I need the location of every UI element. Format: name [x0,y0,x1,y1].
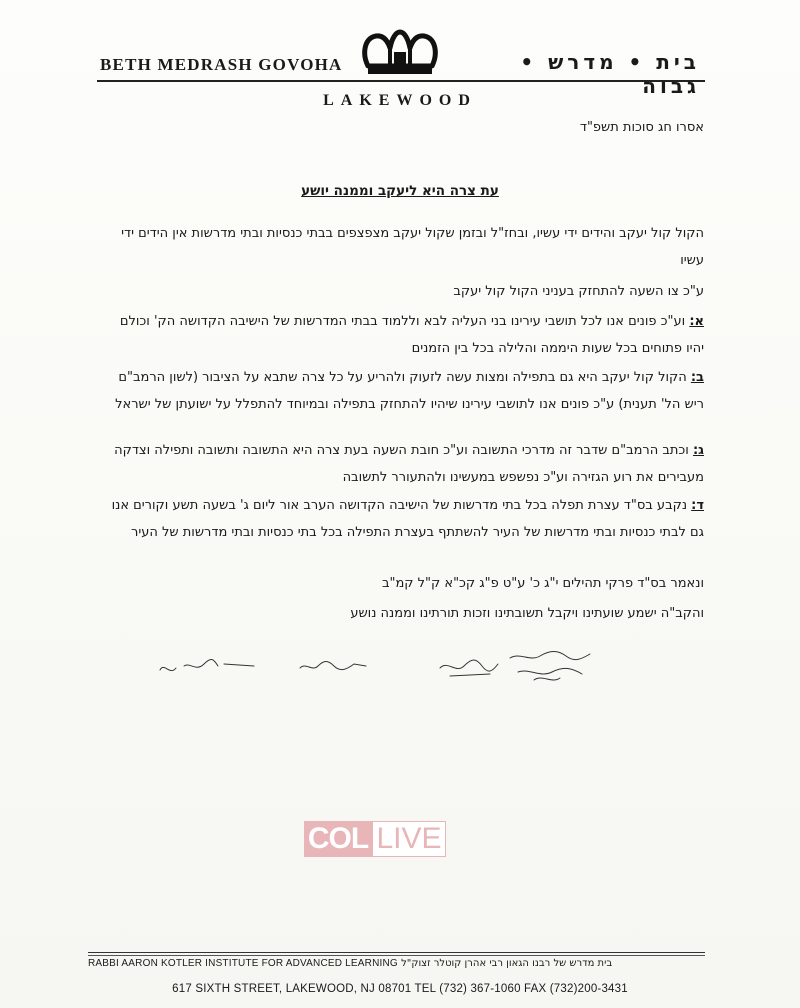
paragraph-closing: והקב"ה ישמע שועתינו ויקבל תשובתינו וזכות תורתינו וממנה נושע [350,606,704,621]
paragraph-a [104,308,704,362]
signature-1 [510,652,590,681]
watermark-live: LIVE [372,821,446,857]
paragraph-intro: הקול קול יעקב והידים ידי עשיו, ובחז"ל ובזמן שקול יעקב מצפצפים בבתי כנסיות ובתי מדרשות אין הידים ידי עשיו [121,226,704,268]
signature-3 [300,662,366,670]
paragraph-g-text: וכתב הרמב"ם שדבר זה מדרכי התשובה וע"כ חובת השעה בעת צרה היא התשובה ותשובה ותפילה וצדקה מעבירים את רוע הגזירה וע"כ נפשפש במעשינו ולהתעורר לתשובה [114,443,704,485]
paragraph-b [104,364,704,418]
paragraph-d [104,492,704,546]
col-live-watermark [304,821,446,857]
paragraph-d-text: נקבע בס"ד עצרת תפלה בכל בתי מדרשות של הישיבה הקדושה הערב אור ליום ג' בשעה תשע וקורים אנו גם לבתי כנסיות ובתי מדרשות של העיר להשתתף בעצרת התפילה בכל בתי כנסיות ובתי מדרשות של העיר [111,498,704,540]
footer-address: 617 SIXTH STREET, LAKEWOOD, NJ 08701 TEL (732) 367-1060 FAX (732)200-3431 [172,983,628,995]
letterhead-rule [97,80,705,82]
institution-name-english: BETH MEDRASH GOVOHA [100,55,343,74]
signatures [150,648,650,698]
footer-rule [88,952,705,953]
letter-date: אסרו חג סוכות תשפ"ד [579,120,704,135]
institution-city: LAKEWOOD [323,92,477,109]
signature-4 [160,660,254,671]
paragraph-a-text: וע"כ פונים אנו לכל תושבי עירינו בני העליה לבא וללמוד בבתי המדרשות של הישיבה הקדושה הק' וכולם יהיו פתוחים בכל שעות היממה והלילה בכל בין הזמנים [119,314,704,356]
paragraph-psalms: ונאמר בס"ד פרקי תהילים י"ג כ' ע"ט פ"ג קכ"א ק"ל קמ"ב [381,576,704,591]
institution-name-hebrew: בית • מדרש • גבוה [520,50,700,98]
paragraph-b-marker: ב: [690,370,704,385]
paragraph-g [104,437,704,491]
footer-institute-english: RABBI AARON KOTLER INSTITUTE FOR ADVANCED LEARNING [88,958,398,969]
paragraph-d-marker: ד: [691,498,704,513]
footer-rule-thin [88,955,705,956]
paragraph-b-text: הקול קול יעקב היא גם בתפילה ומצות עשה לזעוק ולהריע על כל צרה שתבא על הציבור (לשון הרמב"ם ריש הל' תענית) ע"כ פונים אנו לתושבי עירינו שיהיו להתחזק בתפילה ובמיוחד להתפלל על ישועתן של ישראל [115,370,704,412]
footer-institute-line [88,958,708,969]
paragraph-a-marker: א: [689,314,704,329]
paragraph-g-marker: ג: [692,443,704,458]
crown-logo-icon [360,26,440,78]
letter-title: עת צרה היא ליעקב וממנה יושע [301,183,499,199]
footer-institute-hebrew: בית מדרש של רבנו הגאון רבי אהרן קוטלר זצוק"ל [401,958,613,969]
signature-2 [440,660,498,676]
watermark-col: COL [304,821,372,857]
paragraph-call: ע"כ צו השעה להתחזק בעניני הקול קול יעקב [453,284,704,299]
